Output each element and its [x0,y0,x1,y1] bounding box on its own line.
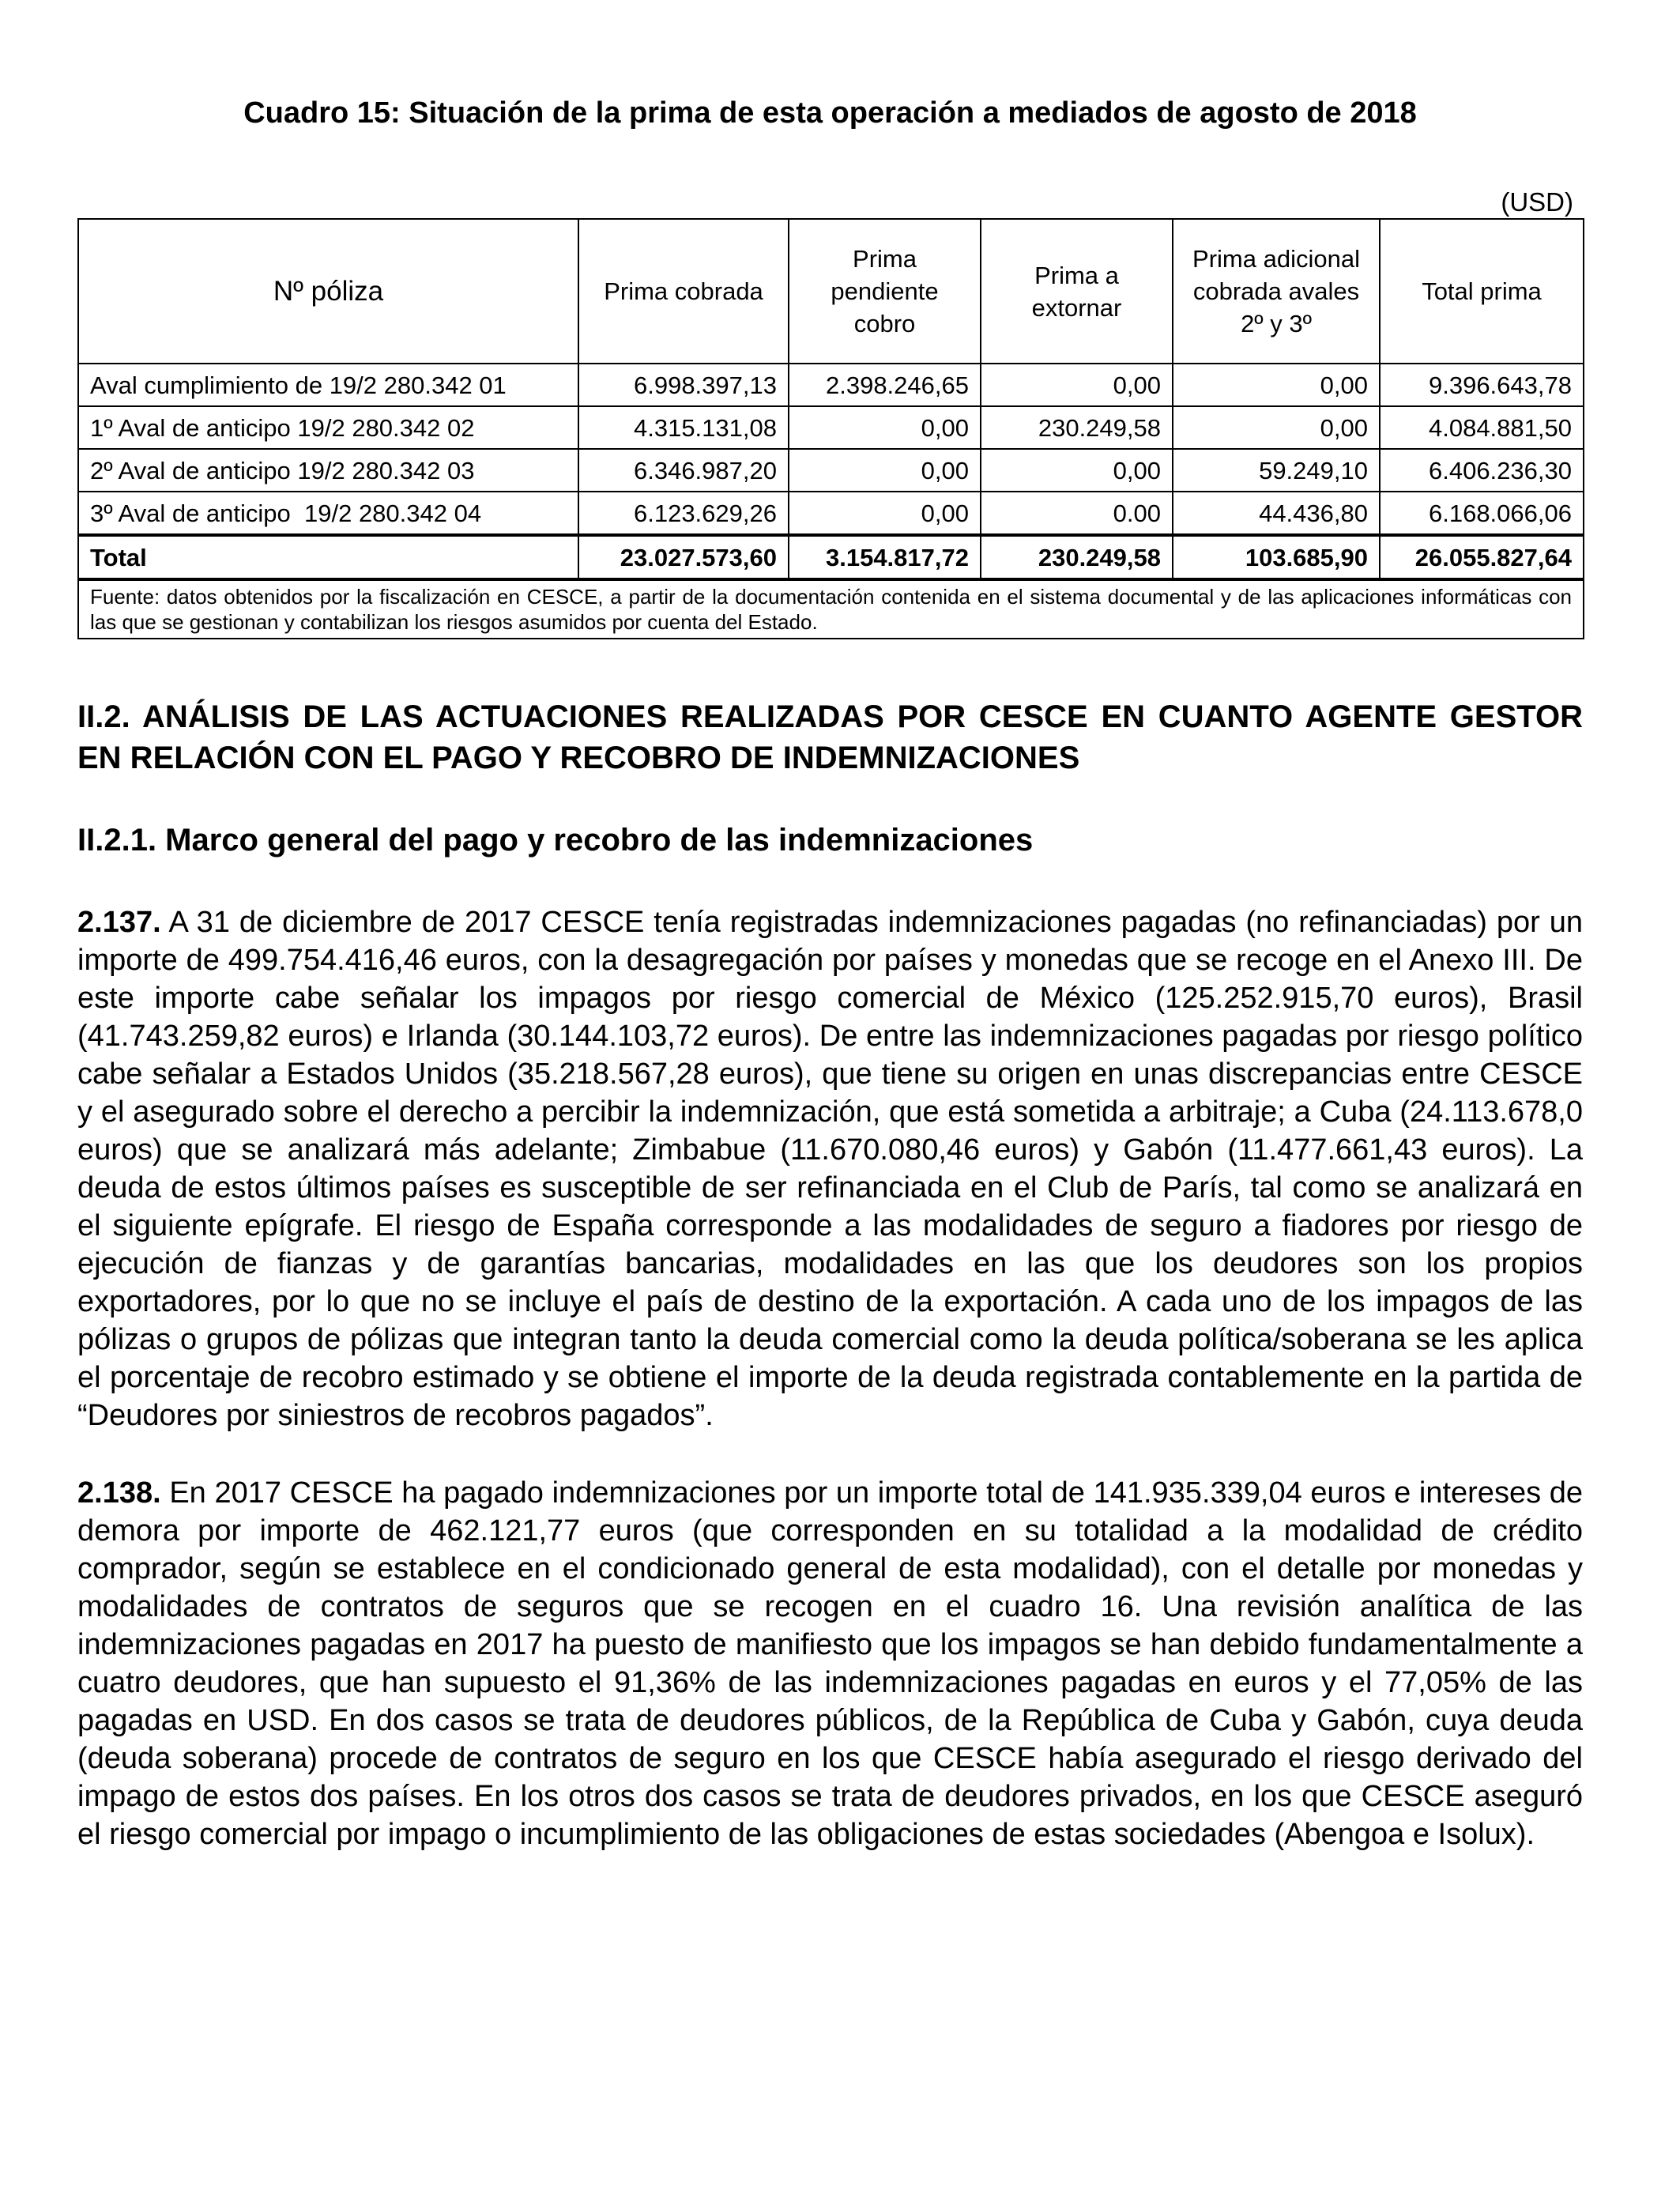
total-refund: 230.249,58 [981,535,1173,579]
table-row [78,492,1584,535]
table-source-row [78,579,1584,639]
cell-refund: 0,00 [981,364,1173,406]
cell-total: 9.396.643,78 [1380,364,1584,406]
subsection-heading: II.2.1. Marco general del pago y recobro de las indemnizaciones [77,823,1034,858]
row-label: 2º Aval de anticipo 19/2 280.342 03 [78,449,578,492]
paragraph-number: 2.138. [77,1476,161,1510]
paragraph-text: En 2017 CESCE ha pagado indemnizaciones por un importe total de 141.935.339,04 euros e intereses de demora por importe de 462.121,77 euros (que corresponden en su totalidad a la modalidad de crédito comprador, según se establece en el condicionado general de esta modalidad), con el detalle por monedas y modalidades de contratos de seguros que se recogen en el cuadro 16. Una revisión analítica de las indemnizaciones pagadas en 2017 ha puesto de manifiesto que los impagos se han debido fundamentalmente a cuatro deudores, que han supuesto el 91,36% de las indemnizaciones pagadas en euros y el 77,05% de las pagadas en USD. En dos casos se trata de deudores públicos, de la República de Cuba y Gabón, cuya deuda (deuda soberana) procede de contratos de seguro en los que CESCE había asegurado el riesgo derivado del impago de estos dos países. En los otros dos casos se trata de deudores privados, en los que CESCE aseguró el riesgo comercial por impago o incumplimiento de las obligaciones de estas sociedades (Abengoa e Isolux). [77,1476,1583,1851]
cell-additional: 44.436,80 [1173,492,1380,535]
paragraph-text: A 31 de diciembre de 2017 CESCE tenía registradas indemnizaciones pagadas (no refinanciadas) por un importe de 499.754.416,46 euros, con la desagregación por países y monedas que se recoge en el Anexo III. De este importe cabe señalar los impagos por riesgo comercial de México (125.252.915,70 euros), Brasil (41.743.259,82 euros) e Irlanda (30.144.103,72 euros). De entre las indemnizaciones pagadas por riesgo político cabe señalar a Estados Unidos (35.218.567,28 euros), que tiene su origen en unas discrepancias entre CESCE y el asegurado sobre el derecho a percibir la indemnización, que está sometida a arbitraje; a Cuba (24.113.678,0 euros) que se analizará más adelante; Zimbabue (11.670.080,46 euros) y Gabón (11.477.661,43 euros). La deuda de estos últimos países es susceptible de ser refinanciada en el Club de París, tal como se analizará en el siguiente epígrafe. El riesgo de España corresponde a las modalidades de seguro a fiadores por riesgo de ejecución de fianzas y de garantías bancarias, modalidades en las que los deudores son los propios exportadores, por lo que no se incluye el país de destino de la exportación. A cada uno de los impagos de las pólizas o grupos de pólizas que integran tanto la deuda comercial como la deuda política/soberana se les aplica el porcentaje de recobro estimado y se obtiene el importe de la deuda registrada contablemente en la partida de “Deudores por siniestros de recobros pagados”. [77,906,1583,1432]
cell-additional: 59.249,10 [1173,449,1380,492]
column-header-collected: Prima cobrada [578,219,789,364]
cell-pending: 0,00 [789,406,981,449]
paragraph-number: 2.137. [77,906,161,939]
cell-total: 6.168.066,06 [1380,492,1584,535]
table-caption: Cuadro 15: Situación de la prima de esta operación a mediados de agosto de 2018 [243,96,1417,130]
column-header-refund: Prima a extornar [981,219,1173,364]
cell-collected: 6.123.629,26 [578,492,789,535]
cell-refund: 0.00 [981,492,1173,535]
total-sum: 26.055.827,64 [1380,535,1584,579]
premium-table [77,218,1584,639]
cell-pending: 2.398.246,65 [789,364,981,406]
cell-pending: 0,00 [789,492,981,535]
cell-collected: 6.346.987,20 [578,449,789,492]
row-label: 1º Aval de anticipo 19/2 280.342 02 [78,406,578,449]
row-label: 3º Aval de anticipo 19/2 280.342 04 [78,492,578,535]
column-header-pending: Prima pendiente cobro [789,219,981,364]
cell-refund: 0,00 [981,449,1173,492]
total-pending: 3.154.817,72 [789,535,981,579]
paragraph-2-138 [77,1474,1583,1853]
section-heading: II.2. ANÁLISIS DE LAS ACTUACIONES REALIZADAS POR CESCE EN CUANTO AGENTE GESTOR EN RELACIÓN CON EL PAGO Y RECOBRO DE INDEMNIZACIONES [77,699,1583,775]
table-row [78,449,1584,492]
table-row [78,406,1584,449]
table-source-note: Fuente: datos obtenidos por la fiscalización en CESCE, a partir de la documentación contenida en el sistema documental y de las aplicaciones informáticas con las que se gestionan y contabilizan los riesgos asumidos por cuenta del Estado. [78,579,1584,639]
cell-collected: 6.998.397,13 [578,364,789,406]
cell-pending: 0,00 [789,449,981,492]
paragraph-2-137 [77,903,1583,1434]
total-collected: 23.027.573,60 [578,535,789,579]
total-label: Total [78,535,578,579]
document-page [77,93,1583,1853]
currency-unit: (USD) [1501,187,1573,217]
row-label: Aval cumplimiento de 19/2 280.342 01 [78,364,578,406]
column-header-total: Total prima [1380,219,1584,364]
column-header-policy: Nº póliza [78,219,578,364]
table-header-row [78,219,1584,364]
cell-refund: 230.249,58 [981,406,1173,449]
cell-additional: 0,00 [1173,364,1380,406]
cell-additional: 0,00 [1173,406,1380,449]
cell-total: 6.406.236,30 [1380,449,1584,492]
cell-collected: 4.315.131,08 [578,406,789,449]
cell-total: 4.084.881,50 [1380,406,1584,449]
table-total-row [78,535,1584,579]
total-additional: 103.685,90 [1173,535,1380,579]
table-row [78,364,1584,406]
column-header-additional: Prima adicional cobrada avales 2º y 3º [1173,219,1380,364]
